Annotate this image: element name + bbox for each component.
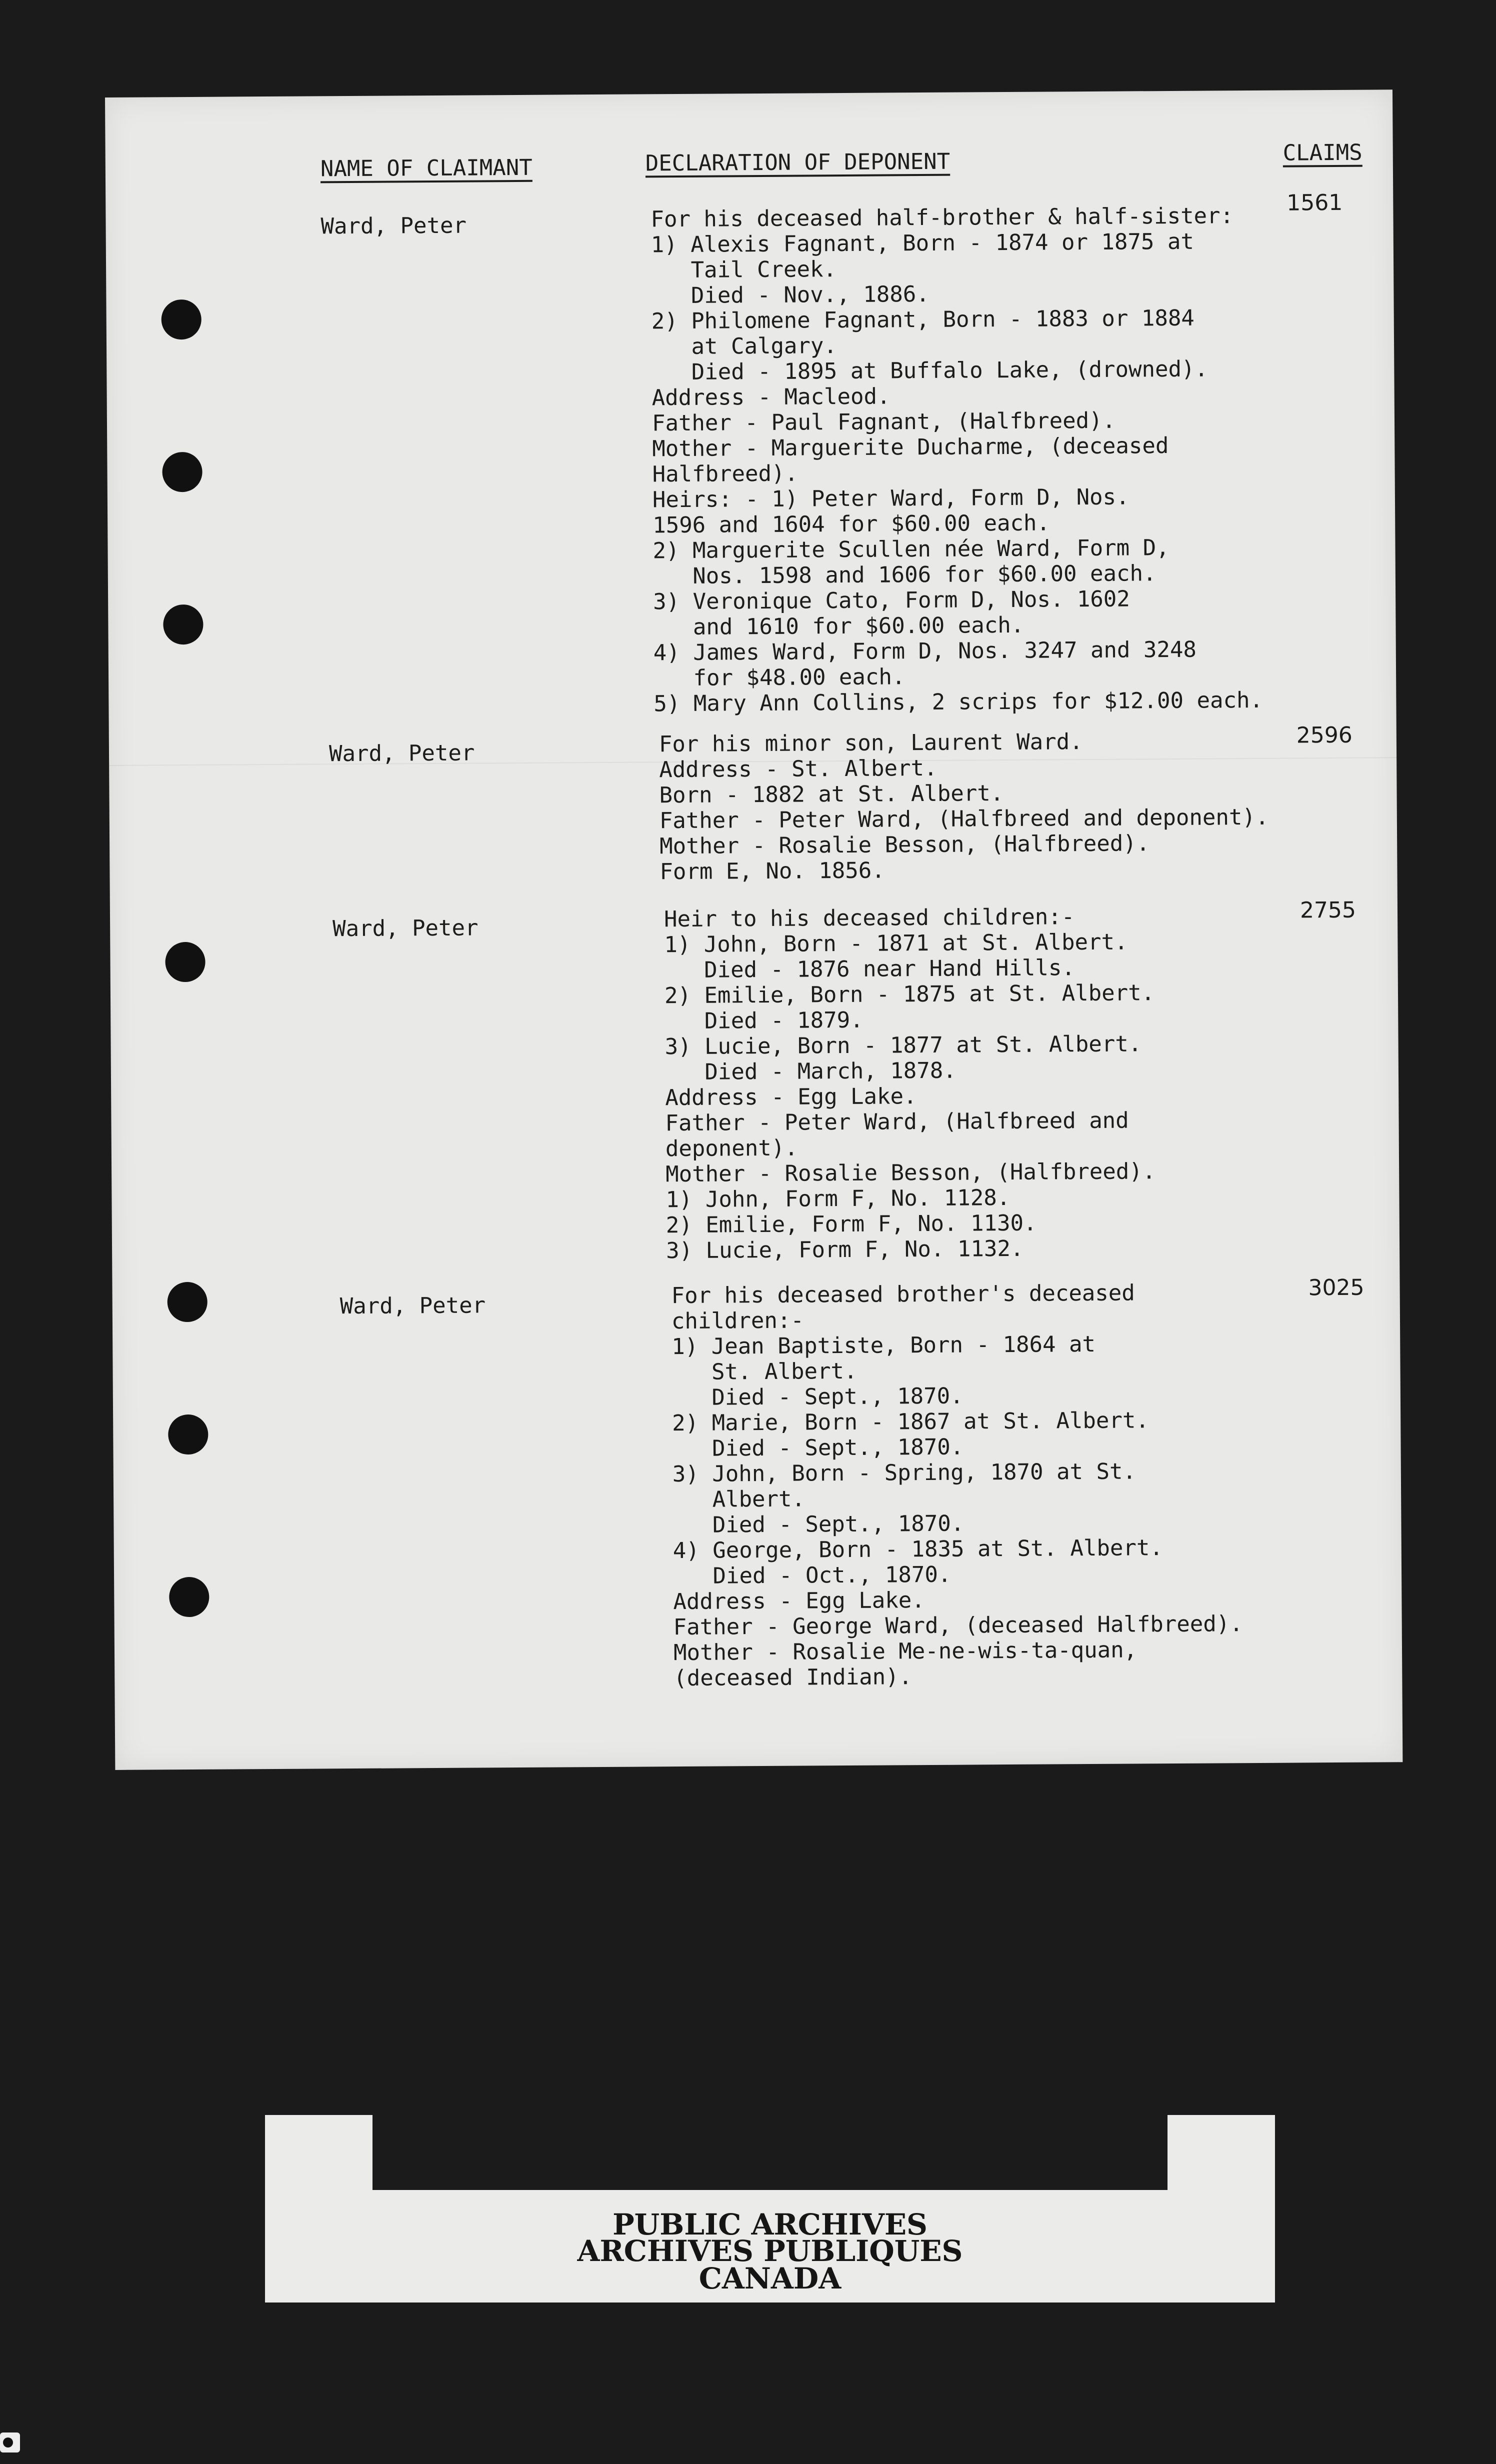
binder-hole [167,1282,207,1322]
claim-number: 3025 [1308,1274,1364,1301]
document-page [105,90,1402,1770]
stamp-line-2: ARCHIVES PUBLIQUES [577,2234,963,2268]
claim-number: 1561 [1286,190,1343,216]
claimant-name: Ward, Peter [320,212,467,240]
declaration-text: For his deceased half-brother & half-sister: 1) Alexis Fagnant, Born - 1874 or 1875 at Tail Creek. Died - Nov., 1886. 2) Philomene Fagnant, Born - 1883 or 1884 at Calgary. Died - 1895 at Buffalo Lake, (drowned). Address - Macleod. Father - Paul Fagnant, (Halfbreed). Mother - Marguerite Ducharme, (deceased Halfbreed). Heirs: - 1) Peter Ward, Form D, Nos. 1596 and 1604 for $60.00 each. 2) Marguerite Scullen née Ward, Form D, Nos. 1598 and 1606 for $60.00 each. 3) Veronique Cato, Form D, Nos. 1602 and 1610 for $60.00 each. 4) James Ward, Form D, Nos. 3247 and 3248 for $48.00 each. 5) Mary Ann Collins, 2 scrips for $12.00 each. [650,203,1264,717]
header-claims: CLAIMS [1282,140,1362,166]
header-name-of-claimant: NAME OF CLAIMANT [320,154,532,182]
binder-hole [165,942,205,982]
declaration-text: For his deceased brother's deceased children:- 1) Jean Baptiste, Born - 1864 at St. Albert. Died - Sept., 1870. 2) Marie, Born - 1867 at St. Albert. Died - Sept., 1870. 3) John, Born - Spring, 1870 at St. Albert. Died - Sept., 1870. 4) George, Born - 1835 at St. Albert. Died - Oct., 1870. Address - Egg Lake. Father - George Ward, (deceased Halfbreed). Mother - Rosalie Me-ne-wis-ta-quan, (deceased Indian). [671,1280,1243,1692]
claim-number: 2755 [1300,897,1356,924]
claim-number: 2596 [1296,722,1352,748]
stamp-line-3: CANADA [698,2262,842,2296]
claimant-name: Ward, Peter [340,1292,486,1320]
header-declaration-of-deponent: DECLARATION OF DEPONENT [645,148,950,176]
stamp-line-1: PUBLIC ARCHIVES [612,2208,928,2242]
archives-stamp [265,2115,1275,2302]
binder-hole [162,452,202,492]
stamp-notch [372,2115,1168,2190]
binder-hole [161,300,201,340]
film-corner-mark [0,2432,20,2452]
claimant-name: Ward, Peter [332,915,478,942]
declaration-text: For his minor son, Laurent Ward. Address - St. Albert. Born - 1882 at St. Albert. Father - Peter Ward, (Halfbreed and deponent). Mother - Rosalie Besson, (Halfbreed). Form E, No. 1856. [658,729,1269,885]
declaration-text: Heir to his deceased children:- 1) John, Born - 1871 at St. Albert. Died - 1876 near Hand Hills. 2) Emilie, Born - 1875 at St. Albert. Died - 1879. 3) Lucie, Born - 1877 at St. Albert. Died - March, 1878. Address - Egg Lake. Father - Peter Ward, (Halfbreed and deponent). Mother - Rosalie Besson, (Halfbreed). 1) John, Form F, No. 1128. 2) Emilie, Form F, No. 1130. 3) Lucie, Form F, No. 1132. [664,904,1156,1264]
binder-hole [169,1577,209,1617]
claimant-name: Ward, Peter [328,740,475,767]
binder-hole [163,604,203,644]
binder-hole [168,1414,208,1454]
